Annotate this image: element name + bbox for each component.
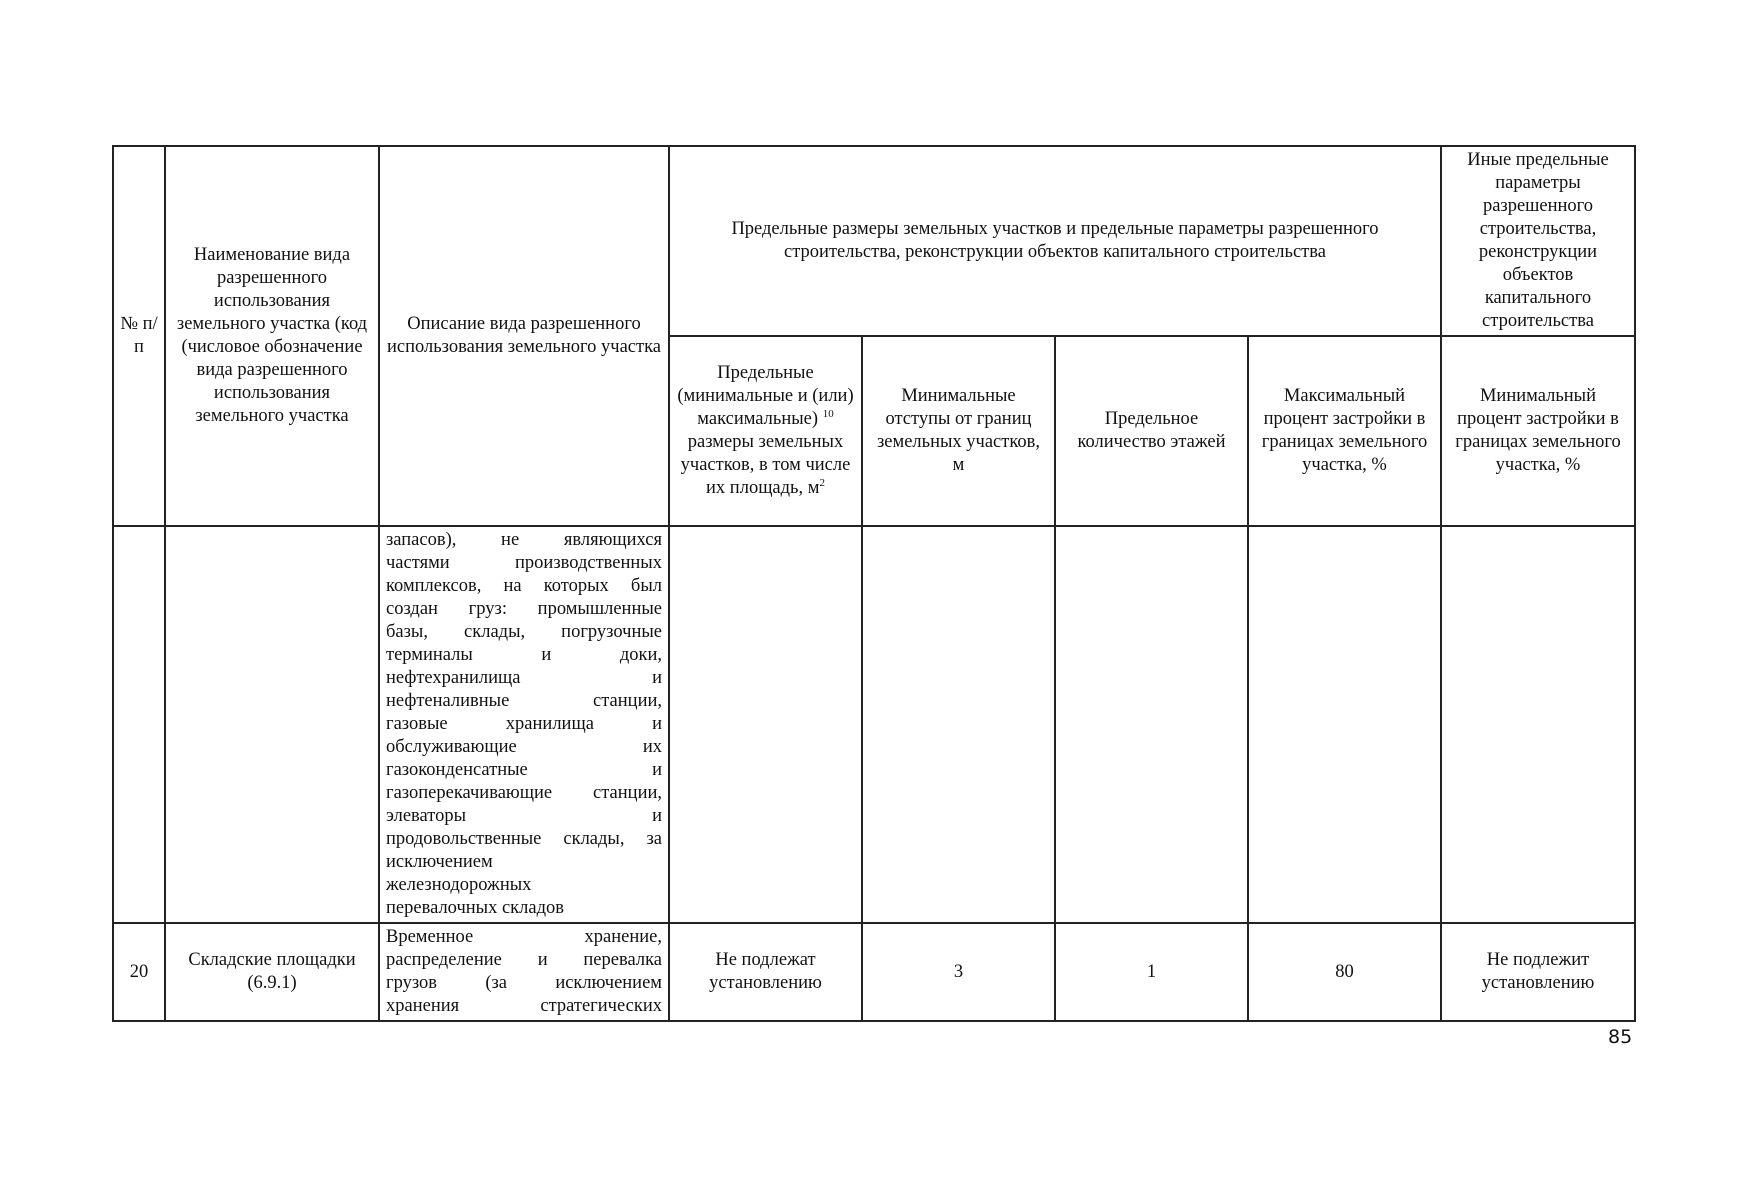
header-other: Иные предельные параметры разрешенного строительства, реконструкции объектов капитального строительства bbox=[1441, 146, 1635, 336]
unit-superscript: 2 bbox=[819, 476, 825, 489]
page-number: 85 bbox=[1608, 1026, 1633, 1048]
cell-empty bbox=[1441, 526, 1635, 923]
regulations-table bbox=[112, 145, 1636, 1022]
description-line: грузов (за исключением bbox=[386, 973, 662, 993]
header-desc: Описание вида разрешенного использования земельного участка bbox=[379, 146, 669, 526]
header-sizes-text-2: размеры земельных участков, в том числе их площадь, м bbox=[680, 432, 851, 498]
header-setbacks: Минимальные отступы от границ земельных участков, м bbox=[862, 336, 1055, 526]
cell-empty bbox=[165, 526, 379, 923]
description-line: газоперекачивающие станции, bbox=[386, 783, 662, 803]
row-20-num: 20 bbox=[113, 923, 165, 1021]
description-line: перевалочных складов bbox=[386, 898, 564, 918]
row-20-min-percent: Не подлежит установлению bbox=[1441, 923, 1635, 1021]
description-line: нефтеналивные станции, bbox=[386, 691, 662, 711]
row-20-max-percent: 80 bbox=[1248, 923, 1441, 1021]
cell-empty bbox=[862, 526, 1055, 923]
description-line: распределение и перевалка bbox=[386, 950, 662, 970]
header-min-percent: Минимальный процент застройки в границах земельного участка, % bbox=[1441, 336, 1635, 526]
description-line: Временное хранение, bbox=[386, 927, 662, 947]
description-line: создан груз: промышленные bbox=[386, 599, 662, 619]
description-line: железнодорожных bbox=[386, 875, 532, 895]
description-line: газоконденсатные и bbox=[386, 760, 662, 780]
header-floors: Предельное количество этажей bbox=[1055, 336, 1248, 526]
row-20-sizes: Не подлежат установлению bbox=[669, 923, 862, 1021]
row-20-setbacks: 3 bbox=[862, 923, 1055, 1021]
cell-empty bbox=[1055, 526, 1248, 923]
cell-empty bbox=[669, 526, 862, 923]
header-num: № п/п bbox=[113, 146, 165, 526]
header-sizes-text: Предельные (минимальные и (или) максимальные) bbox=[677, 363, 854, 429]
header-sizes bbox=[669, 336, 862, 526]
row-20-name: Складские площадки (6.9.1) bbox=[165, 923, 379, 1021]
description-line: базы, склады, погрузочные bbox=[386, 622, 662, 642]
header-max-percent: Максимальный процент застройки в границах земельного участка, % bbox=[1248, 336, 1441, 526]
description-line: элеваторы и bbox=[386, 806, 662, 826]
description-line: нефтехранилища и bbox=[386, 668, 662, 688]
description-line: газовые хранилища и bbox=[386, 714, 662, 734]
description-line: обслуживающие их bbox=[386, 737, 662, 757]
cell-empty bbox=[113, 526, 165, 923]
description-line: продовольственные склады, за bbox=[386, 829, 662, 849]
description-line: хранения стратегических bbox=[386, 996, 662, 1016]
description-line: терминалы и доки, bbox=[386, 645, 662, 665]
header-name: Наименование вида разрешенного использования земельного участка (код (числовое обозначение вида разрешенного использования земельного участка bbox=[165, 146, 379, 526]
description-line: частями производственных bbox=[386, 553, 662, 573]
table-row bbox=[113, 526, 1635, 923]
description-line: запасов), не являющихся bbox=[386, 530, 662, 550]
row-20-floors: 1 bbox=[1055, 923, 1248, 1021]
footnote-ref: 10 bbox=[822, 407, 834, 420]
continuation-description bbox=[379, 526, 669, 923]
description-line: комплексов, на которых был bbox=[386, 576, 662, 596]
description-line: исключением bbox=[386, 852, 493, 872]
row-20-description bbox=[379, 923, 669, 1021]
cell-empty bbox=[1248, 526, 1441, 923]
header-group: Предельные размеры земельных участков и предельные параметры разрешенного строительства, реконструкции объектов капитального строительства bbox=[669, 146, 1441, 336]
table-row bbox=[113, 923, 1635, 1021]
